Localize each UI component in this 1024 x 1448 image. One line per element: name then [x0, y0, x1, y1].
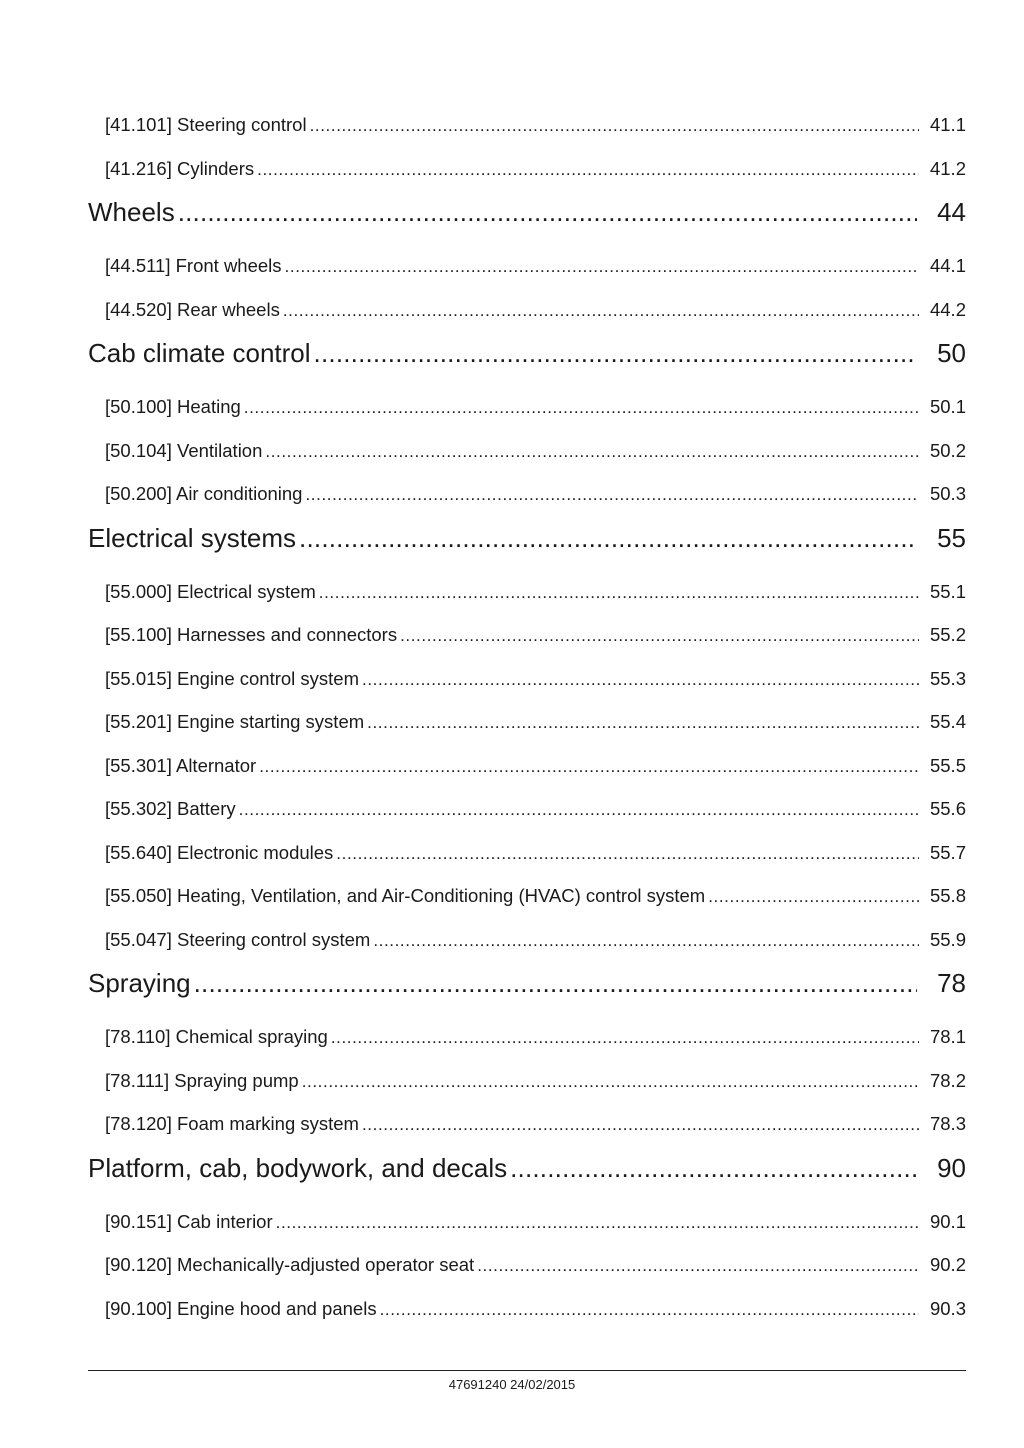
toc-section-heading[interactable]	[88, 964, 966, 1012]
toc-entry[interactable]	[88, 426, 966, 470]
footer-document-id: 47691240 24/02/2015	[448, 1377, 576, 1392]
dot-leader	[194, 964, 917, 1002]
toc-entry[interactable]	[88, 697, 966, 741]
toc-entry-title: [44.511] Front wheels	[105, 255, 282, 276]
toc-page-number: 90.2	[929, 1254, 966, 1275]
toc-entry-title: [55.015] Engine control system	[105, 667, 360, 689]
toc-page-number: 55.1	[929, 580, 966, 602]
toc-page-number: 44.1	[929, 255, 966, 276]
toc-entry-title: [50.104] Ventilation	[105, 439, 263, 461]
dot-leader	[367, 698, 919, 747]
toc-entry-title: [55.301] Alternator	[105, 754, 257, 776]
footer-divider	[88, 1370, 966, 1371]
toc-section-title: Cab climate control	[88, 338, 311, 368]
toc-section-heading[interactable]	[88, 519, 966, 567]
dot-leader	[302, 1057, 919, 1106]
toc-page-number: 55.7	[929, 841, 966, 863]
dot-leader	[239, 785, 919, 834]
toc-entry-title: [90.100] Engine hood and panels	[105, 1297, 377, 1319]
toc-page-number: 78.1	[929, 1026, 966, 1047]
toc-entry-title: [50.100] Heating	[105, 396, 241, 417]
toc-page-number: 90	[937, 1152, 966, 1183]
dot-leader	[178, 193, 917, 231]
toc-section-heading[interactable]	[88, 334, 966, 382]
toc-entry[interactable]	[88, 915, 966, 959]
dot-leader	[283, 286, 919, 335]
toc-entry[interactable]	[88, 285, 966, 329]
toc-entry-title: [44.520] Rear wheels	[105, 298, 280, 320]
dot-leader	[319, 568, 919, 617]
toc-page-number: 90.1	[929, 1210, 966, 1232]
toc-page-number: 41.1	[929, 114, 966, 135]
toc-entry[interactable]	[88, 1240, 966, 1284]
toc-entry-title: [55.047] Steering control system	[105, 928, 371, 950]
toc-section-title: Spraying	[88, 968, 191, 998]
toc-entry[interactable]	[88, 241, 966, 285]
dot-leader	[362, 1100, 919, 1149]
toc-entry[interactable]	[88, 1099, 966, 1143]
dot-leader	[380, 1285, 919, 1334]
dot-leader	[310, 101, 919, 150]
toc-entry-title: [55.201] Engine starting system	[105, 711, 365, 732]
toc-entry[interactable]	[88, 828, 966, 872]
toc-page-number: 55.5	[929, 754, 966, 776]
table-of-contents	[88, 100, 966, 1327]
toc-entry[interactable]	[88, 741, 966, 785]
toc-page-number: 50.1	[929, 396, 966, 417]
dot-leader	[265, 427, 919, 476]
toc-entry-title: [41.216] Cylinders	[105, 157, 255, 179]
toc-entry-title: [41.101] Steering control	[105, 114, 307, 135]
toc-page-number: 55.8	[929, 885, 966, 906]
toc-entry[interactable]	[88, 1197, 966, 1241]
dot-leader	[331, 1013, 919, 1062]
dot-leader	[400, 611, 919, 660]
toc-entry[interactable]	[88, 610, 966, 654]
toc-entry-title: [55.000] Electrical system	[105, 580, 316, 602]
dot-leader	[708, 872, 919, 921]
dot-leader	[244, 383, 919, 432]
toc-entry-title: [55.640] Electronic modules	[105, 841, 334, 863]
dot-leader	[314, 334, 917, 372]
toc-page-number: 55.3	[929, 667, 966, 689]
toc-section-title: Electrical systems	[88, 522, 297, 553]
toc-entry[interactable]	[88, 1284, 966, 1328]
toc-entry-title: [55.302] Battery	[105, 798, 236, 819]
toc-page-number: 55.9	[929, 928, 966, 950]
toc-section-heading[interactable]	[88, 193, 966, 241]
toc-section-heading[interactable]	[88, 1149, 966, 1197]
toc-entry-title: [78.120] Foam marking system	[105, 1113, 359, 1134]
toc-entry[interactable]	[88, 100, 966, 144]
toc-entry[interactable]	[88, 1056, 966, 1100]
toc-entry-title: [55.050] Heating, Ventilation, and Air-Conditioning (HVAC) control system	[105, 885, 706, 906]
toc-entry[interactable]	[88, 1012, 966, 1056]
toc-entry[interactable]	[88, 469, 966, 513]
toc-section-title: Wheels	[88, 197, 175, 227]
toc-entry[interactable]	[88, 144, 966, 188]
toc-page-number: 55.6	[929, 798, 966, 819]
toc-page-number: 50	[937, 338, 966, 368]
dot-leader	[299, 519, 917, 557]
toc-entry-title: [90.151] Cab interior	[105, 1210, 273, 1232]
toc-entry[interactable]	[88, 784, 966, 828]
toc-section-title: Platform, cab, bodywork, and decals	[88, 1152, 508, 1183]
toc-entry[interactable]	[88, 871, 966, 915]
toc-page-number: 78.3	[929, 1113, 966, 1134]
toc-entry-title: [90.120] Mechanically-adjusted operator seat	[105, 1254, 475, 1275]
dot-leader	[285, 242, 919, 291]
toc-page-number: 90.3	[929, 1297, 966, 1319]
toc-entry-title: [55.100] Harnesses and connectors	[105, 624, 398, 645]
toc-page-number: 55.4	[929, 711, 966, 732]
toc-entry[interactable]	[88, 654, 966, 698]
toc-entry[interactable]	[88, 567, 966, 611]
dot-leader	[257, 145, 919, 194]
toc-entry[interactable]	[88, 382, 966, 426]
dot-leader	[305, 470, 919, 519]
toc-entry-title: [50.200] Air conditioning	[105, 483, 303, 504]
toc-page-number: 44.2	[929, 298, 966, 320]
toc-page-number: 55	[937, 522, 966, 553]
dot-leader	[510, 1149, 917, 1187]
toc-page-number: 55.2	[929, 624, 966, 645]
toc-page-number: 50.2	[929, 439, 966, 461]
toc-page-number: 50.3	[929, 483, 966, 504]
toc-page-number: 78	[937, 968, 966, 998]
toc-page-number: 41.2	[929, 157, 966, 179]
dot-leader	[373, 916, 919, 965]
toc-entry-title: [78.110] Chemical spraying	[105, 1026, 328, 1047]
dot-leader	[477, 1241, 919, 1290]
toc-page-number: 78.2	[929, 1069, 966, 1091]
toc-page-number: 44	[937, 197, 966, 227]
dot-leader	[362, 655, 919, 704]
dot-leader	[259, 742, 919, 791]
toc-entry-title: [78.111] Spraying pump	[105, 1069, 299, 1091]
